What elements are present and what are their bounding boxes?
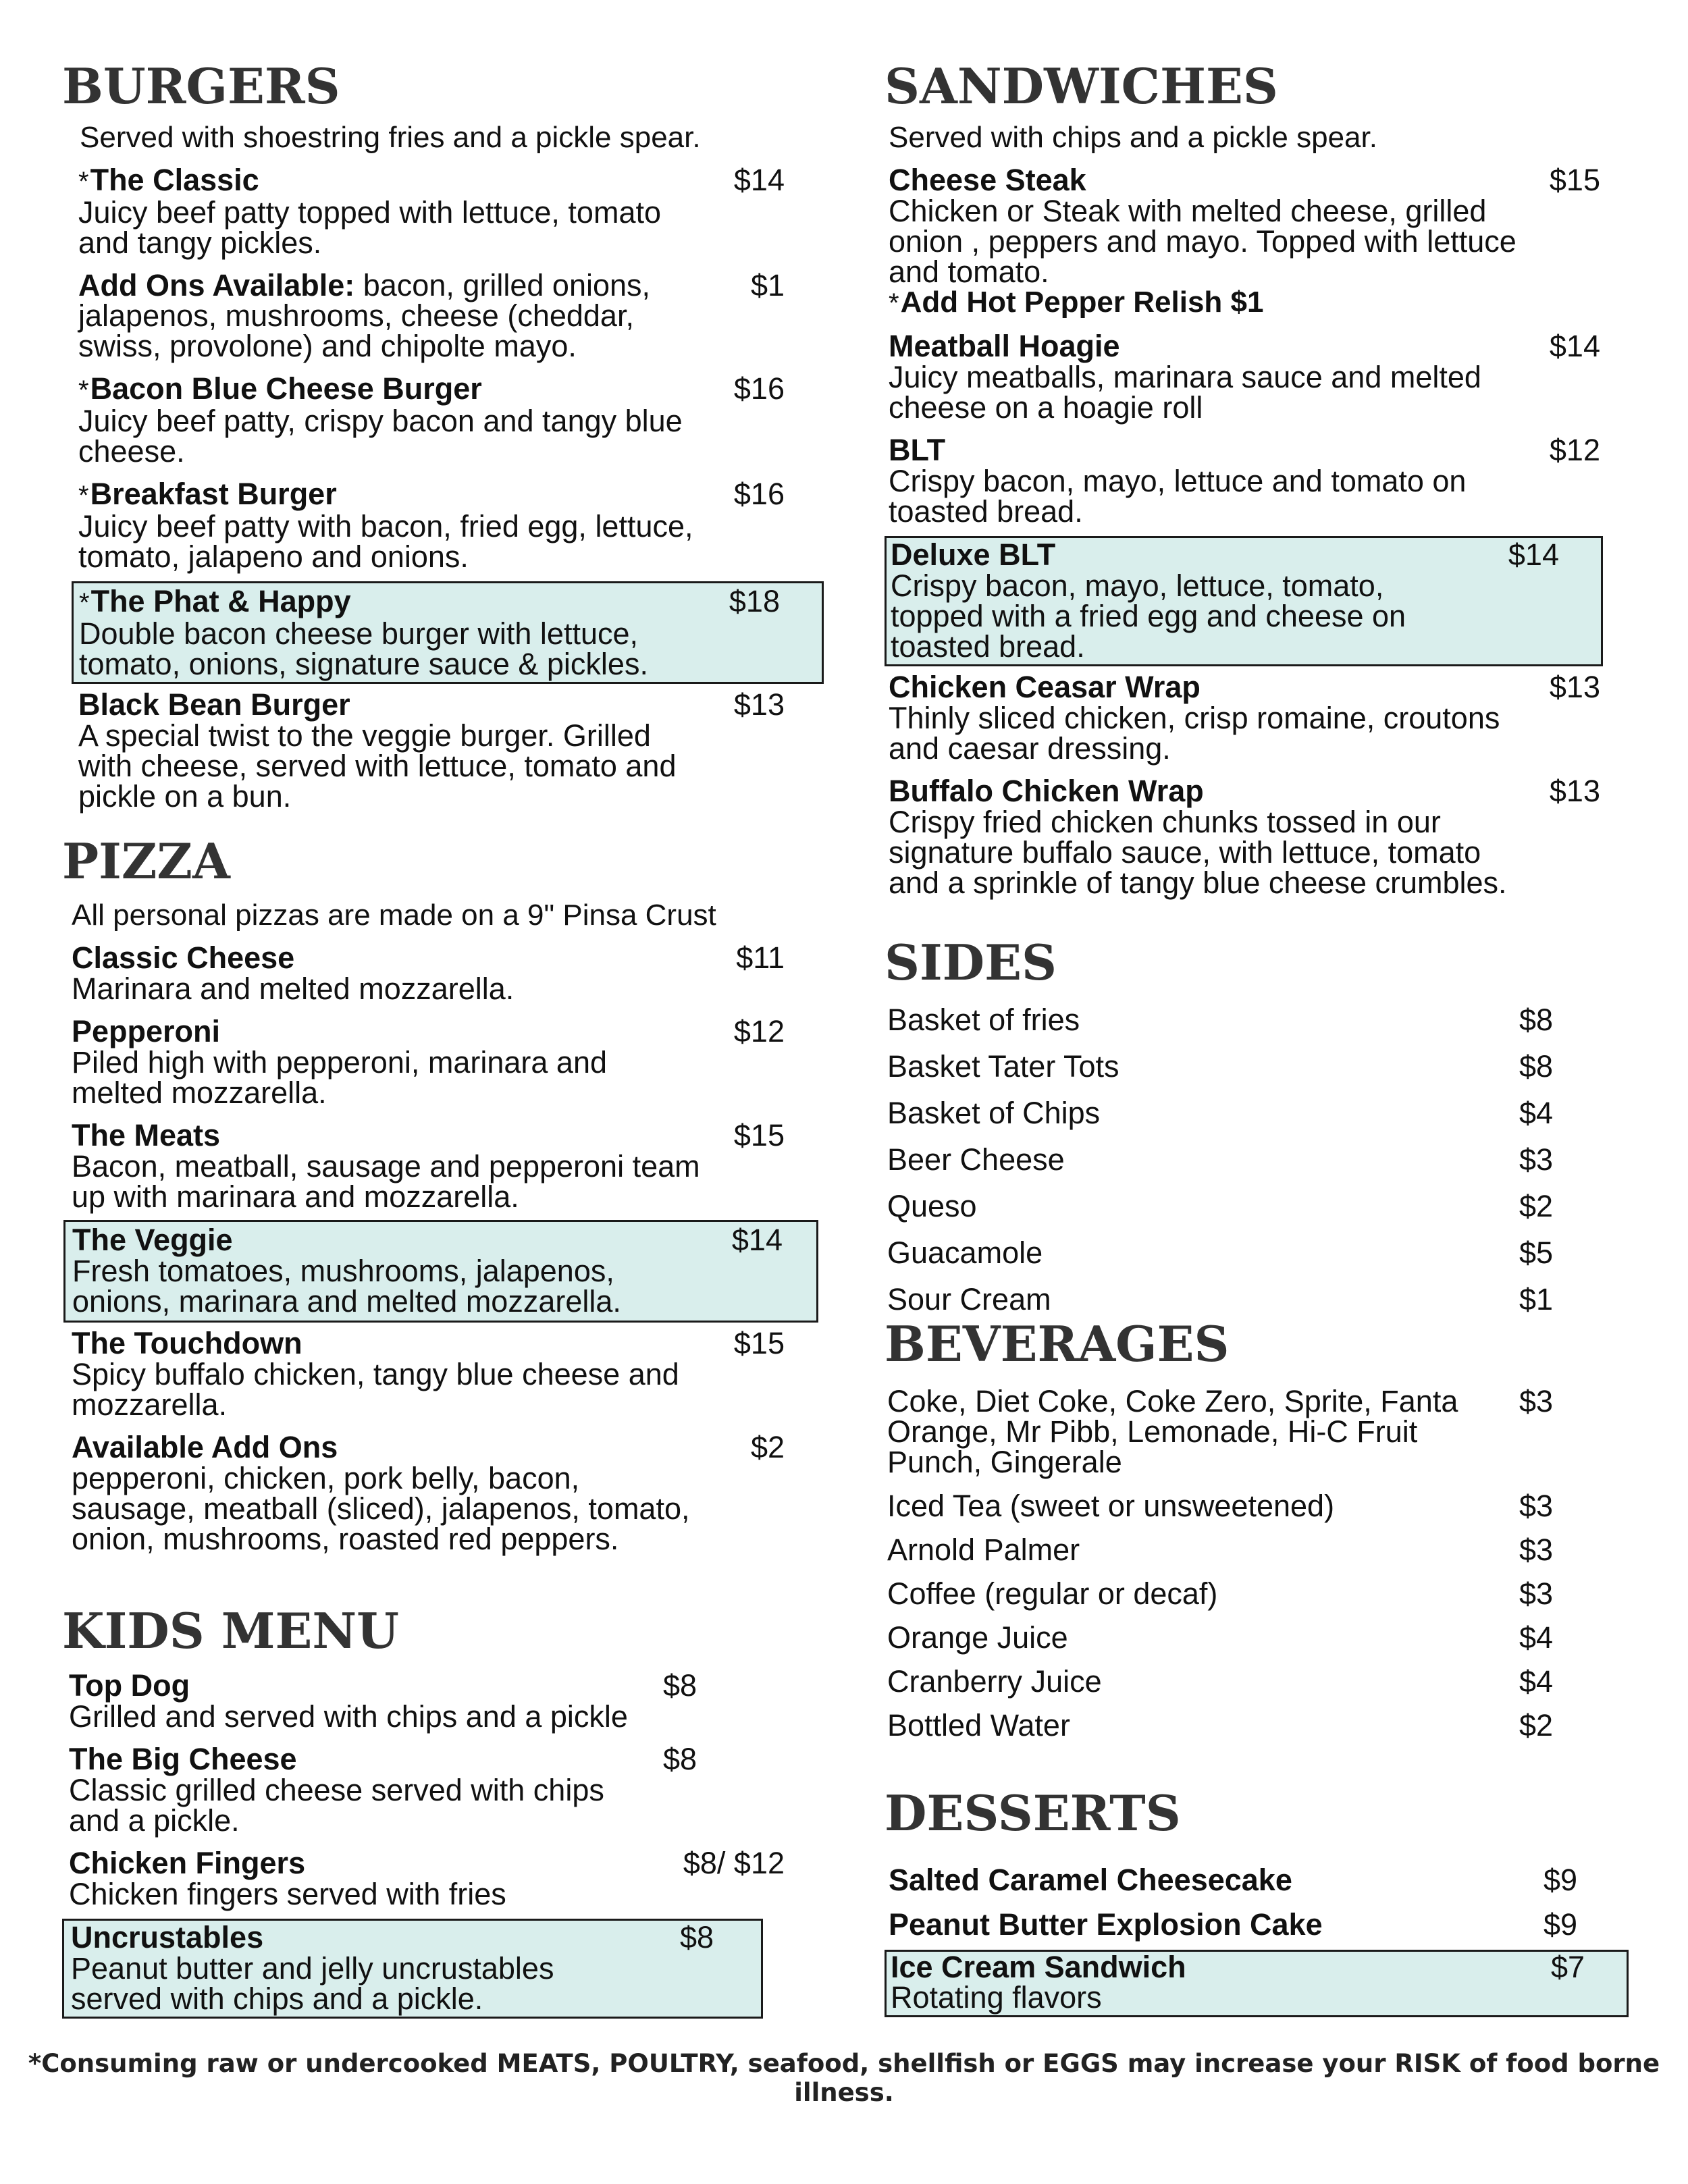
- item-description: [78, 270, 704, 361]
- item-description: Thinly sliced chicken, crisp romaine, croutons and caesar dressing.: [889, 701, 1500, 766]
- desserts-heading: DESSERTS: [885, 1784, 1181, 1842]
- menu-item-phat-happy: [72, 581, 824, 684]
- menu-item-pizza-add-ons: [72, 1432, 832, 1554]
- item-price: $13: [1549, 670, 1600, 704]
- item-name: Queso: [887, 1189, 977, 1223]
- item-price: $3: [1519, 1576, 1553, 1611]
- item-price: $14: [731, 1223, 783, 1257]
- item-name: Available Add Ons: [72, 1430, 338, 1464]
- sides-heading: SIDES: [885, 934, 1057, 991]
- item-price: $8: [679, 1920, 714, 1954]
- beverages-section: [885, 1315, 1647, 1754]
- raw-warning-icon: *: [78, 375, 89, 405]
- item-name: Coffee (regular or decaf): [887, 1576, 1218, 1611]
- beverages-list: [887, 1386, 1647, 1740]
- item-name: Cranberry Juice: [887, 1664, 1102, 1699]
- pizza-section: [62, 832, 832, 1556]
- item-name: Arnold Palmer: [887, 1533, 1080, 1567]
- item-price: $8: [1519, 1003, 1553, 1037]
- item-description: Chicken fingers served with fries: [69, 1877, 506, 1911]
- item-description: Peanut butter and jelly uncrustables served with chips and a pickle.: [71, 1951, 554, 2016]
- item-name: Peanut Butter Explosion Cake: [889, 1907, 1323, 1942]
- item-price: $18: [729, 584, 780, 618]
- item-price: $15: [1549, 163, 1600, 197]
- desserts-section: [885, 1784, 1647, 2017]
- item-name: Chicken Ceasar Wrap: [889, 670, 1201, 704]
- item-name: Chicken Fingers: [69, 1846, 306, 1880]
- item-description-text: bacon, grilled onions, jalapenos, mushrooms, cheese (cheddar, swiss, provolone) and chipolte mayo.: [78, 268, 651, 363]
- item-name-text: The Classic: [90, 163, 259, 197]
- item-description: Juicy beef patty topped with lettuce, tomato and tangy pickles.: [78, 195, 661, 260]
- item-description: A special twist to the veggie burger. Grilled with cheese, served with lettuce, tomato and pickle on a bun.: [78, 718, 677, 814]
- item-description: Juicy meatballs, marinara sauce and melted cheese on a hoagie roll: [889, 360, 1481, 425]
- item-description: Grilled and served with chips and a pickle: [69, 1699, 628, 1734]
- item-price: $3: [1519, 1142, 1553, 1177]
- item-description: Bacon, meatball, sausage and pepperoni team up with marinara and mozzarella.: [72, 1149, 700, 1214]
- item-price: $11: [736, 940, 785, 975]
- item-name: [78, 373, 704, 406]
- item-description: Juicy beef patty with bacon, fried egg, lettuce, tomato, jalapeno and onions.: [78, 509, 693, 574]
- menu-item-big-cheese: [69, 1744, 832, 1836]
- item-name: Black Bean Burger: [78, 687, 350, 722]
- menu-item-chicken-fingers: [69, 1848, 832, 1909]
- list-item: [887, 1386, 1647, 1477]
- item-name: [78, 165, 704, 197]
- list-item: [889, 1907, 1618, 1942]
- item-name: The Meats: [72, 1118, 221, 1152]
- pizza-intro: All personal pizzas are made on a 9" Pinsa Crust: [72, 899, 716, 932]
- menu-item-classic-cheese: [72, 942, 832, 1004]
- item-description: Marinara and melted mozzarella.: [72, 971, 515, 1006]
- item-price: $8: [662, 1668, 697, 1703]
- pizza-heading: PIZZA: [62, 832, 230, 890]
- burgers-heading: BURGERS: [62, 57, 340, 115]
- item-price: $2: [1519, 1189, 1553, 1223]
- item-description: Crispy bacon, mayo, lettuce and tomato on toasted bread.: [889, 464, 1467, 529]
- item-name: Bottled Water: [887, 1708, 1070, 1742]
- item-description: Double bacon cheese burger with lettuce, tomato, onions, signature sauce & pickles.: [79, 616, 648, 681]
- list-item: [887, 1005, 1647, 1051]
- sandwiches-section: [885, 57, 1647, 900]
- item-price: $5: [1519, 1235, 1553, 1270]
- item-price: $3: [1519, 1533, 1553, 1567]
- food-safety-disclaimer: *Consuming raw or undercooked MEATS, POULTRY, seafood, shellfish or EGGS may increase your RISK of food borne illness.: [28, 2049, 1660, 2107]
- item-name: Sour Cream: [887, 1282, 1051, 1316]
- menu-item-top-dog: [69, 1670, 832, 1732]
- raw-warning-icon: *: [79, 588, 90, 618]
- item-description: Piled high with pepperoni, marinara and melted mozzarella.: [72, 1045, 607, 1110]
- menu-item-the-veggie: [63, 1220, 818, 1323]
- kids-heading: KIDS MENU: [62, 1602, 399, 1659]
- menu-item-breakfast-burger: [78, 479, 832, 572]
- sandwiches-intro: Served with chips and a pickle spear.: [889, 121, 1377, 154]
- desserts-list: [889, 1863, 1618, 1942]
- list-item: [887, 1098, 1647, 1144]
- list-item: [887, 1191, 1647, 1237]
- item-price: $1: [750, 268, 785, 302]
- item-name: BLT: [889, 433, 946, 467]
- item-name-text: The Phat & Happy: [90, 584, 351, 618]
- item-description: Juicy beef patty, crispy bacon and tangy blue cheese.: [78, 404, 683, 469]
- item-price: $14: [1508, 537, 1559, 572]
- menu-item-cheese-steak: [889, 165, 1647, 319]
- item-price: $1: [1519, 1282, 1553, 1316]
- menu-item-black-bean: [78, 687, 832, 814]
- item-name: Buffalo Chicken Wrap: [889, 774, 1204, 808]
- item-name: The Veggie: [72, 1223, 233, 1257]
- item-price: $7: [1550, 1950, 1585, 1984]
- item-price: $13: [733, 687, 785, 722]
- item-name: Salted Caramel Cheesecake: [889, 1863, 1292, 1897]
- item-name: Coke, Diet Coke, Coke Zero, Sprite, Fanta Orange, Mr Pibb, Lemonade, Hi-C Fruit Punch, Gingerale: [887, 1384, 1458, 1479]
- item-price: $4: [1519, 1620, 1553, 1655]
- item-price: $8: [662, 1742, 697, 1776]
- list-item: [887, 1578, 1647, 1609]
- item-price: $3: [1519, 1384, 1553, 1418]
- item-name: Pepperoni: [72, 1014, 221, 1048]
- menu-item-pepperoni: [72, 1016, 832, 1108]
- item-name-text: Breakfast Burger: [90, 477, 337, 511]
- menu-item-touchdown: [72, 1328, 832, 1420]
- item-description: Spicy buffalo chicken, tangy blue cheese and mozzarella.: [72, 1357, 679, 1422]
- list-item: [887, 1491, 1647, 1521]
- beverages-heading: BEVERAGES: [885, 1315, 1230, 1373]
- menu-item-caesar-wrap: [889, 672, 1647, 764]
- menu-item-ice-cream-sandwich: [885, 1950, 1629, 2017]
- item-price: $15: [733, 1326, 785, 1360]
- item-description: pepperoni, chicken, pork belly, bacon, sausage, meatball (sliced), jalapenos, tomato, onion, mushrooms, roasted red peppers.: [72, 1461, 690, 1556]
- menu-item-blt: [889, 435, 1647, 527]
- item-description: Crispy fried chicken chunks tossed in our signature buffalo sauce, with lettuce, tomato and a sprinkle of tangy blue cheese crumbles.: [889, 805, 1507, 900]
- raw-warning-icon: *: [78, 481, 89, 510]
- item-price: $3: [1519, 1489, 1553, 1523]
- item-name: The Touchdown: [72, 1326, 302, 1360]
- item-price: $9: [1543, 1907, 1577, 1942]
- item-name: [79, 586, 700, 618]
- item-name: Basket Tater Tots: [887, 1049, 1119, 1084]
- list-item: [887, 1622, 1647, 1653]
- burgers-section: [62, 57, 832, 814]
- item-price: $2: [750, 1430, 785, 1464]
- list-item: [889, 1865, 1618, 1909]
- item-price: $9: [1543, 1863, 1577, 1897]
- item-name-text: Bacon Blue Cheese Burger: [90, 371, 482, 406]
- item-price: $15: [733, 1118, 785, 1152]
- item-description: Rotating flavors: [891, 1980, 1102, 2015]
- menu-item-deluxe-blt: [885, 536, 1603, 666]
- item-name: Classic Cheese: [72, 940, 295, 975]
- item-description: Crispy bacon, mayo, lettuce, tomato, topped with a fried egg and cheese on toasted bread.: [891, 568, 1406, 664]
- raw-warning-icon: *: [78, 167, 89, 196]
- kids-section: [62, 1602, 832, 2019]
- raw-warning-icon: *: [889, 288, 899, 318]
- menu-item-the-meats: [72, 1120, 832, 1212]
- item-price: $2: [1519, 1708, 1553, 1742]
- item-price: $14: [1549, 329, 1600, 363]
- sandwiches-heading: SANDWICHES: [885, 57, 1278, 115]
- menu-item-add-ons: [78, 270, 832, 361]
- item-name: Basket of Chips: [887, 1096, 1101, 1130]
- item-price: $4: [1519, 1096, 1553, 1130]
- menu-item-bacon-blue: [78, 373, 832, 467]
- item-name: Orange Juice: [887, 1620, 1068, 1655]
- sides-list: [887, 1005, 1647, 1331]
- item-price: $8: [1519, 1049, 1553, 1084]
- item-price: $12: [733, 1014, 785, 1048]
- item-price: $16: [733, 371, 785, 406]
- menu-item-meatball-hoagie: [889, 331, 1647, 423]
- item-name: Iced Tea (sweet or unsweetened): [887, 1489, 1335, 1523]
- item-description: Classic grilled cheese served with chips and a pickle.: [69, 1773, 604, 1838]
- item-name: Deluxe BLT: [891, 537, 1056, 572]
- sides-section: [885, 934, 1647, 1331]
- item-name: Guacamole: [887, 1235, 1043, 1270]
- list-item: [887, 1144, 1647, 1191]
- item-price: $8/ $12: [683, 1846, 785, 1880]
- item-name: Basket of fries: [887, 1003, 1080, 1037]
- list-item: [887, 1051, 1647, 1098]
- item-name: [78, 479, 704, 511]
- list-item: [887, 1666, 1647, 1697]
- item-extra: [889, 287, 1519, 319]
- item-name: The Big Cheese: [69, 1742, 297, 1776]
- list-item: [887, 1237, 1647, 1284]
- burgers-intro: Served with shoestring fries and a pickle spear.: [80, 121, 701, 154]
- menu-item-buffalo-wrap: [889, 776, 1647, 898]
- menu-item-the-classic: [78, 165, 832, 258]
- list-item: [887, 1710, 1647, 1740]
- item-extra-text: Add Hot Pepper Relish $1: [900, 286, 1264, 319]
- list-item: [887, 1535, 1647, 1565]
- item-price: $13: [1549, 774, 1600, 808]
- item-name: Beer Cheese: [887, 1142, 1065, 1177]
- item-name: Ice Cream Sandwich: [891, 1950, 1186, 1984]
- item-price: $4: [1519, 1664, 1553, 1699]
- item-name: Top Dog: [69, 1668, 190, 1703]
- item-description: Fresh tomatoes, mushrooms, jalapenos, onions, marinara and melted mozzarella.: [72, 1254, 621, 1319]
- item-price: $16: [733, 477, 785, 511]
- item-name: Add Ons Available:: [78, 268, 355, 302]
- item-name: Meatball Hoagie: [889, 329, 1120, 363]
- item-description: Chicken or Steak with melted cheese, grilled onion , peppers and mayo. Topped with lettuce and tomato.: [889, 194, 1516, 289]
- menu-item-uncrustables: [62, 1919, 763, 2019]
- item-name: Uncrustables: [71, 1920, 264, 1954]
- item-name: Cheese Steak: [889, 163, 1086, 197]
- item-price: $12: [1549, 433, 1600, 467]
- item-price: $14: [733, 163, 785, 197]
